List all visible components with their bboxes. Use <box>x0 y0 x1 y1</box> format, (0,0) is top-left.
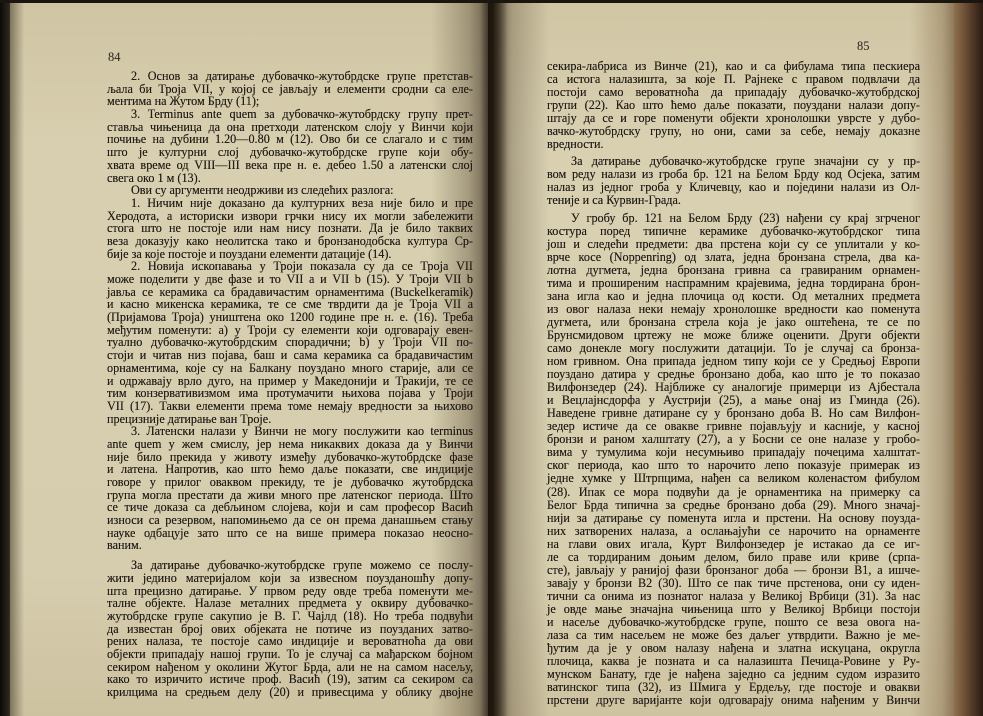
book-gutter <box>480 0 508 716</box>
text-line: је овде мање значајна чињеница што у Великој Врбици постоји <box>547 601 920 616</box>
paragraph <box>107 260 473 425</box>
text-line: хвата време од VIII—III века пре н. е. дебео 1.50 а латенски слој <box>107 157 473 172</box>
text-line: бије за које постоје и поуздани елементи датације (14). <box>107 246 392 261</box>
text-line: Белог Брда типична за средње бронзано доба (29). Много значај- <box>547 497 920 512</box>
text-line: објекти припадају нашој групи. То је случај са мађарском бојном <box>107 646 473 661</box>
text-line: постоји само вероватноћа да припадају дубовачко-жутобрдској <box>547 85 920 100</box>
text-line: вачко-жутобрдску групу, но они, сами за себе, немају доказне <box>547 124 920 139</box>
text-line: поуздано датира у средње бронзано доба, као што је то показао <box>547 367 920 382</box>
text-line: може поделити у две фазе и то VII a и VII b (15). У Троји VII b <box>107 272 473 286</box>
paragraph <box>547 155 920 207</box>
text-line: туално дубовачко-жутобрдским спорадични; b) у Троји VII по- <box>107 335 473 350</box>
text-line: вом реду налази из гроба бр. 121 на Белом Брду код Осјека, затим <box>547 167 920 182</box>
text-line: са истога налазишта, за које П. Рајнеке с правом подвлачи да <box>547 72 920 87</box>
text-line: тични са онима из познатог налаза у Великој Врбици (31). За нас <box>547 588 920 603</box>
text-line: мунском Банату, где је нађена заједно са једним судом изразито <box>547 667 920 682</box>
text-line: ном гривном. Она припада једном типу који се у Средњој Европи <box>547 354 920 369</box>
text-line: дугмета, или бронзана стрела која је јако оштећена, те се по <box>547 314 920 329</box>
text-line: и касно микенска керамика, те се сме тврдити да је Троја VII a <box>107 297 473 312</box>
paragraph <box>107 70 473 108</box>
text-line: штају да се и горе поменути објекти хронолошки уврсте у дубо- <box>547 111 920 126</box>
text-line: бронзи и раном халштату (27), а у Босни се оне налазе у гробо- <box>547 432 920 447</box>
text-line: Брунсмидовом цртежу не може ближе оценити. Други објекти <box>547 327 920 342</box>
text-line: теније и са Курвин-Града. <box>547 193 681 208</box>
book-fore-edge <box>954 0 983 716</box>
text-line: да известан број ових објеката не потиче из поузданих затво- <box>107 621 473 636</box>
right-page-text <box>547 60 920 707</box>
text-line: на глави ових игала, Курт Вилфонзедер је истакао да се иг- <box>547 536 920 551</box>
paragraph <box>547 60 920 151</box>
text-line: крилцима на средњем делу (20) и привесцима у облику двојне <box>107 685 473 699</box>
text-line: што је културни слој дубовачко-жутобрдске групе који обу- <box>107 145 473 160</box>
text-line: говоре у прилог оваквом прекиду, те је дубовачко жутобрдска <box>107 475 473 489</box>
text-line: 3. Terminus ante quem за дубовачко-жутобрдску групу прет- <box>131 107 473 122</box>
scan-top-edge <box>0 0 983 3</box>
text-line: прецизније датирање ван Троје. <box>107 411 272 426</box>
text-line: и Вецлајнсдорфа у Аустрији (25), а мање онај из Гминда (26). <box>547 393 920 408</box>
text-line: ђутим да је у овом налазу нађена и златна искуцана, округла <box>547 641 920 656</box>
text-line: У гробу бр. 121 на Белом Брду (23) нађени су крај згрченог <box>571 210 920 225</box>
text-line: почиње на дубини 1.20—0.80 м (12). Ово би се слагало и с тим <box>107 132 473 147</box>
text-line: ментима на Жутом Брду (11); <box>107 94 260 109</box>
text-line: још и следећи предмети: два прстена који су се уплитали у ко- <box>547 236 920 251</box>
text-line: Ови су аргументи неодрживи из следећих разлога: <box>131 183 394 198</box>
text-line: секиром нађеном у околини Жутог Брда, али не на самом насељу, <box>107 659 473 674</box>
paragraph <box>107 425 473 552</box>
text-line: и насеље дубовачко-жутобрдске групе, пошто се веза овога на- <box>547 614 920 629</box>
text-line: секира-лабриса из Винче (21), као и са фибулама типа пескиера <box>547 59 920 73</box>
text-line: 2. Основ за датирање дубовачко-жутобрдске групе претстав- <box>131 69 473 83</box>
text-line: ског периода, као што то нарочито лепо показује примерак из <box>547 458 920 473</box>
text-line: стоји и читав низ појава, баш и сама керамика са брадавичастим <box>107 348 473 363</box>
paragraph <box>107 197 473 260</box>
text-line: 1. Ничим није доказано да културних веза није било и пре <box>131 195 473 210</box>
text-line: износи са резервом, напомињемо да се он према данашњем стању <box>107 513 473 528</box>
text-line: налаз из једног гроба у Кличевцу, као и поједини налази из Ол- <box>547 180 920 195</box>
paragraph <box>107 184 473 197</box>
text-line: науке одбацује зато што се на више примера показао неосно- <box>107 525 473 540</box>
text-line: једне хумке у Штрпцима, нађен са великом коленастом фибулом <box>547 471 920 486</box>
text-line: 3. Латенски налази у Винчи не могу послужити као terminus <box>131 424 473 439</box>
left-page <box>10 3 488 716</box>
text-line: веза доказују како неолитска тако и бронзанодобска култура Ср- <box>107 233 473 248</box>
text-line: како то изричито истиче проф. Васић (19), затим са секиром са <box>107 672 473 687</box>
text-line: међутим поменути: a) у Троји су елементи који одговарају евен- <box>107 322 473 337</box>
text-line: љала би Троја VII, у којој се јављају и елементи сродни са еле- <box>107 81 473 96</box>
text-line: них затворених налаза, а ослањајући се нарочито на орнаменте <box>547 523 920 538</box>
text-line: шта прецизно датирање. У првом реду овде треба поменути ме- <box>107 583 473 598</box>
text-line: ле са тордираним доњим делом, било праве или криве (српа- <box>547 549 920 564</box>
text-line: лаза са тим насељем не може без даљег утврдити. Важно је ме- <box>547 628 920 643</box>
text-line: (Пријамова Троја) уништена око 1200 године пре н. е. (16). Треба <box>107 310 473 325</box>
text-line: завају у бронзи B2 (30). Што се пак тиче прстенова, они су иден- <box>547 575 920 590</box>
text-line: ватинског типа (32), из Шмига у Ердељу, где постоје и овакви <box>547 680 920 695</box>
text-line: стога што не постоје или нам нису познати. Да је било таквих <box>107 221 473 236</box>
text-line: зедер истиче да се овакве гривне појављују и касније, у касној <box>547 419 920 434</box>
text-line: лотна дугмета, једна бронзана гривна са гравираним орнамен- <box>547 262 920 277</box>
text-line: ante quem у жем смислу, јер нема никаквих доказа да у Винчи <box>107 436 473 451</box>
text-line: 2. Новија ископавања у Троји показала су да се Троја VII <box>131 259 473 274</box>
page-number-left: 84 <box>108 50 121 64</box>
text-line: орнаментима, које су на Балкану поуздано много старије, али се <box>107 360 473 375</box>
text-line: За датирање дубовачко-жутобрдске групе значајни су у пр- <box>571 154 920 169</box>
text-line: ваним. <box>107 538 142 553</box>
text-line: сте), јављају у ранијој фази бронзаног доба — бронзи B1, а ишче- <box>547 562 920 577</box>
text-line: није било прекида у животу између дубовачко-жутобрдске фазе <box>107 449 473 464</box>
text-line: ставља чињеница да она претходи латенском слоју у Винчи који <box>107 119 473 134</box>
paragraph <box>107 559 473 699</box>
text-line: рених налаза, те постоје само индиције и вероватноћа да ови <box>107 634 473 649</box>
text-line: и латена. Напротив, као што ћемо даље показати, све индиције <box>107 462 473 477</box>
text-line: Вилфонзедер (24). Најближе су аналогије примерци из Ајбестала <box>547 380 920 395</box>
text-line: групи (22). Као што ћемо даље показати, поуздани налази допу- <box>547 98 920 113</box>
text-line: костура поред типичне керамике дубовачко-жутобрдског типа <box>547 223 920 238</box>
text-line: Херодота, а историски извори грчки нису их могли забележити <box>107 208 473 223</box>
paragraph <box>547 212 920 708</box>
text-line: жити једино материјалом који за извесном поузданошћу допу- <box>107 570 473 585</box>
text-line: талне објекте. Налазе металних предмета у оквиру дубовачко- <box>107 596 473 611</box>
text-line: само донекле могу послужити датацији. То је случај са бронза- <box>547 340 920 355</box>
text-line: и одржавају врло дуго, на пример у Македонији и Тракији, те се <box>107 373 473 388</box>
text-line: група могла престати да живи много пре латенског периода. Што <box>107 487 473 502</box>
text-line: жутобрдске групе сакупио је В. Г. Чајлд (18). Но треба подвући <box>107 608 473 623</box>
text-line: врче косе (Noppenring) од злата, једна бронзана стрела, два ка- <box>547 249 920 264</box>
text-line: тима и проширеним наспрамним крајевима, једна тордирана брон- <box>547 275 920 290</box>
page-number-right: 85 <box>857 39 870 53</box>
text-line: тим конзервативизмом има протумачити њихова појава у Троји <box>107 386 473 401</box>
text-line: прстени друге варијанте који одговарају онима нађеним у Винчи <box>547 693 920 708</box>
text-line: нији за датирање су поменута игла и прстени. На основу поузда- <box>547 510 920 525</box>
text-line: вредности. <box>547 137 604 152</box>
text-line: се тиче доказа са дебљином слојева, који и сам професор Васић <box>107 500 473 515</box>
text-line: (28). Ипак се мора подвући да је орнаментика на примерку са <box>547 484 920 499</box>
text-line: вима у тумулима који несумњиво припадају почецима халштат- <box>547 445 920 460</box>
text-line: из овог налаза неки немају хронолошке вредности као поменута <box>547 301 920 316</box>
text-line: За датирање дубовачко-жутобрдске групе можемо се послу- <box>131 558 473 573</box>
text-line: јавља се керамика са брадавичастим орнаментима (Buckelkeramik) <box>107 284 473 299</box>
text-line: зана игла као и једна плочица од кости. Од металних предмета <box>547 288 920 303</box>
text-line: Наведене гривне датиране су у бронзано доба B. Но сам Вилфон- <box>547 406 920 421</box>
paragraph <box>107 108 473 184</box>
right-page <box>494 1 956 716</box>
text-line: плочица, каква је позната и са налазишта Печица-Ровине у Ру- <box>547 654 920 669</box>
text-line: VII (17). Такви елементи према томе немају вредности за њихово <box>107 398 473 413</box>
left-page-text <box>107 70 473 699</box>
text-line: свега око 1 м (13). <box>107 170 201 185</box>
